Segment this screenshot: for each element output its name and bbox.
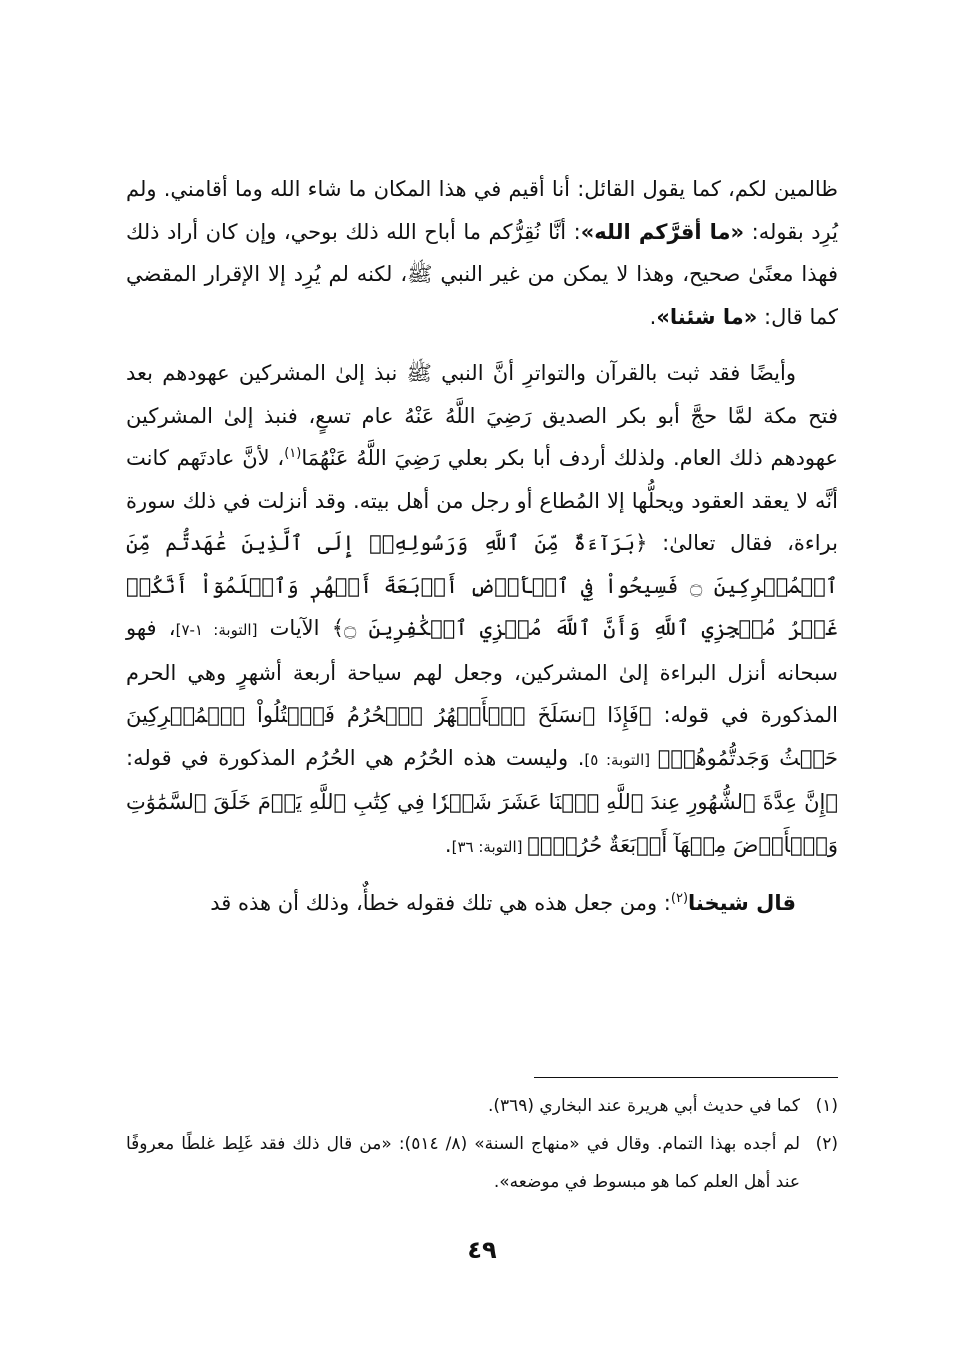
text-segment: ، لأنَّ عادتَهم كانت أنَّه لا يعقد العقود ويحلُّها إلا المُطاع أو رجل من أهل بيته. وقد أنزلت في ذلك سورة براءة، فقال تعالىٰ: <box>126 446 838 555</box>
text-segment: الآيات <box>257 616 332 640</box>
main-text <box>126 168 838 925</box>
footnote-text: كما في حديث أبي هريرة عند البخاري (٣٦٩). <box>487 1096 800 1116</box>
paragraph-3 <box>126 882 838 925</box>
speaker-label: قال شيخنا <box>688 891 796 915</box>
quran-verse: ﴿فَإِذَا ٱنسَلَخَ ٱلۡأَشۡهُرُ ٱلۡحُرُمُ فَٱقۡتُلُواْ ٱلۡمُشۡرِكِينَ حَيۡثُ وَجَدتُّمُوهُمۡ﴾ <box>126 703 839 770</box>
footnote-marker[interactable]: (٢) <box>670 891 689 906</box>
text-segment: . <box>649 304 657 329</box>
text-segment: وأيضًا فقد ثبت بالقرآن والتواترِ أنَّ النبي ﷺ نبذ إلىٰ المشركين عهودهم بعد فتح مكة لمَّا حجَّ أبو بكر الصديق رَضِيَ اللَّهُ عَنْهُ عام تسعٍ، فنبذ إلىٰ المشركين عهودهم ذلك العام. ولذلك أردف أبا بكر بعلي رَضِيَ اللَّهُ عَنْهُمَا <box>126 361 838 470</box>
text-segment: : أنَّا نُقِرُّكم ما أباح الله ذلك بوحي، وإن كان أراد ذلك فهذا معنًىٰ صحيح، وهذا لا يمكن من غير النبي ﷺ، لكنه لم يُرِد إلا الإقرار المقضي كما قال: <box>126 219 838 329</box>
text-segment: . وليست هذه الحُرُم هي الحُرُم المذكورة في قوله: <box>126 745 585 770</box>
footnote-separator <box>534 1077 838 1078</box>
footnote-number: (١) <box>815 1096 838 1116</box>
quoted-phrase: «ما شئنا» <box>656 304 758 329</box>
footnote-marker[interactable]: (١) <box>284 446 302 461</box>
verse-reference: [التوبة: ٣٦] <box>451 837 528 856</box>
footnote-number: (٢) <box>815 1134 838 1154</box>
paragraph-2 <box>126 352 838 868</box>
quran-verse: ﴿إِنَّ عِدَّةَ ٱلشُّهُورِ عِندَ ٱللَّهِ ٱثۡنَا عَشَرَ شَهۡرٗا فِي كِتَٰبِ ٱللَّهِ يَوۡمَ خَلَقَ ٱلسَّمَٰوَٰتِ وَٱلۡأَرۡضَ مِنۡهَآ أَرۡبَعَةٌ حُرُمٞۚ﴾ <box>126 790 838 857</box>
footnote-1 <box>126 1087 838 1125</box>
footnotes <box>126 1087 838 1201</box>
quran-verse: ﴿بَرَآءَةٌ مِّنَ ٱللَّهِ وَرَسُولِهِۦٓ إِلَى ٱلَّذِينَ عَٰهَدتُّم مِّنَ ٱلۡمُشۡرِكِينَ ۝ فَسِيحُواْ فِي ٱلۡأَرۡضِ أَرۡبَعَةَ أَشۡهُرٖ وَٱعۡلَمُوٓاْ أَنَّكُمۡ غَيۡرُ مُعۡجِزِي ٱللَّهِ وَأَنَّ ٱللَّهَ مُخۡزِي ٱلۡكَٰفِرِينَ ۝﴾ <box>126 531 838 640</box>
paragraph-1 <box>126 168 838 338</box>
text-segment: ظالمين لكم، كما يقول القائل: أنا أقيم في هذا المكان ما شاء الله وما أقامني. ولم يُرِد بقوله: <box>126 177 838 244</box>
footnote-text: لم أجده بهذا التمام. وقال في «منهاج السنة» (٨/ ٥١٤): «من قال ذلك فقد غَلِط غلطًا معروفًا عند أهل العلم كما هو مبسوط في موضعه». <box>126 1134 801 1192</box>
page-number: ٤٩ <box>467 1236 497 1264</box>
text-segment: ، فهو سبحانه أنزل البراءة إلىٰ المشركين، وجعل لهم سياحة أربعة أشهرٍ وهي الحرم المذكورة في قوله: <box>126 616 838 727</box>
text-segment: : ومن جعل هذه هي تلك فقوله خطأٌ، وذلك أن هذه قد <box>210 891 671 915</box>
verse-reference: [التوبة: ١-٧] <box>175 621 258 639</box>
text-segment: . <box>444 832 452 857</box>
footnote-2 <box>126 1125 838 1201</box>
verse-reference: [التوبة: ٥] <box>584 750 658 769</box>
quoted-phrase: «ما أقرَّكم الله» <box>580 219 745 244</box>
